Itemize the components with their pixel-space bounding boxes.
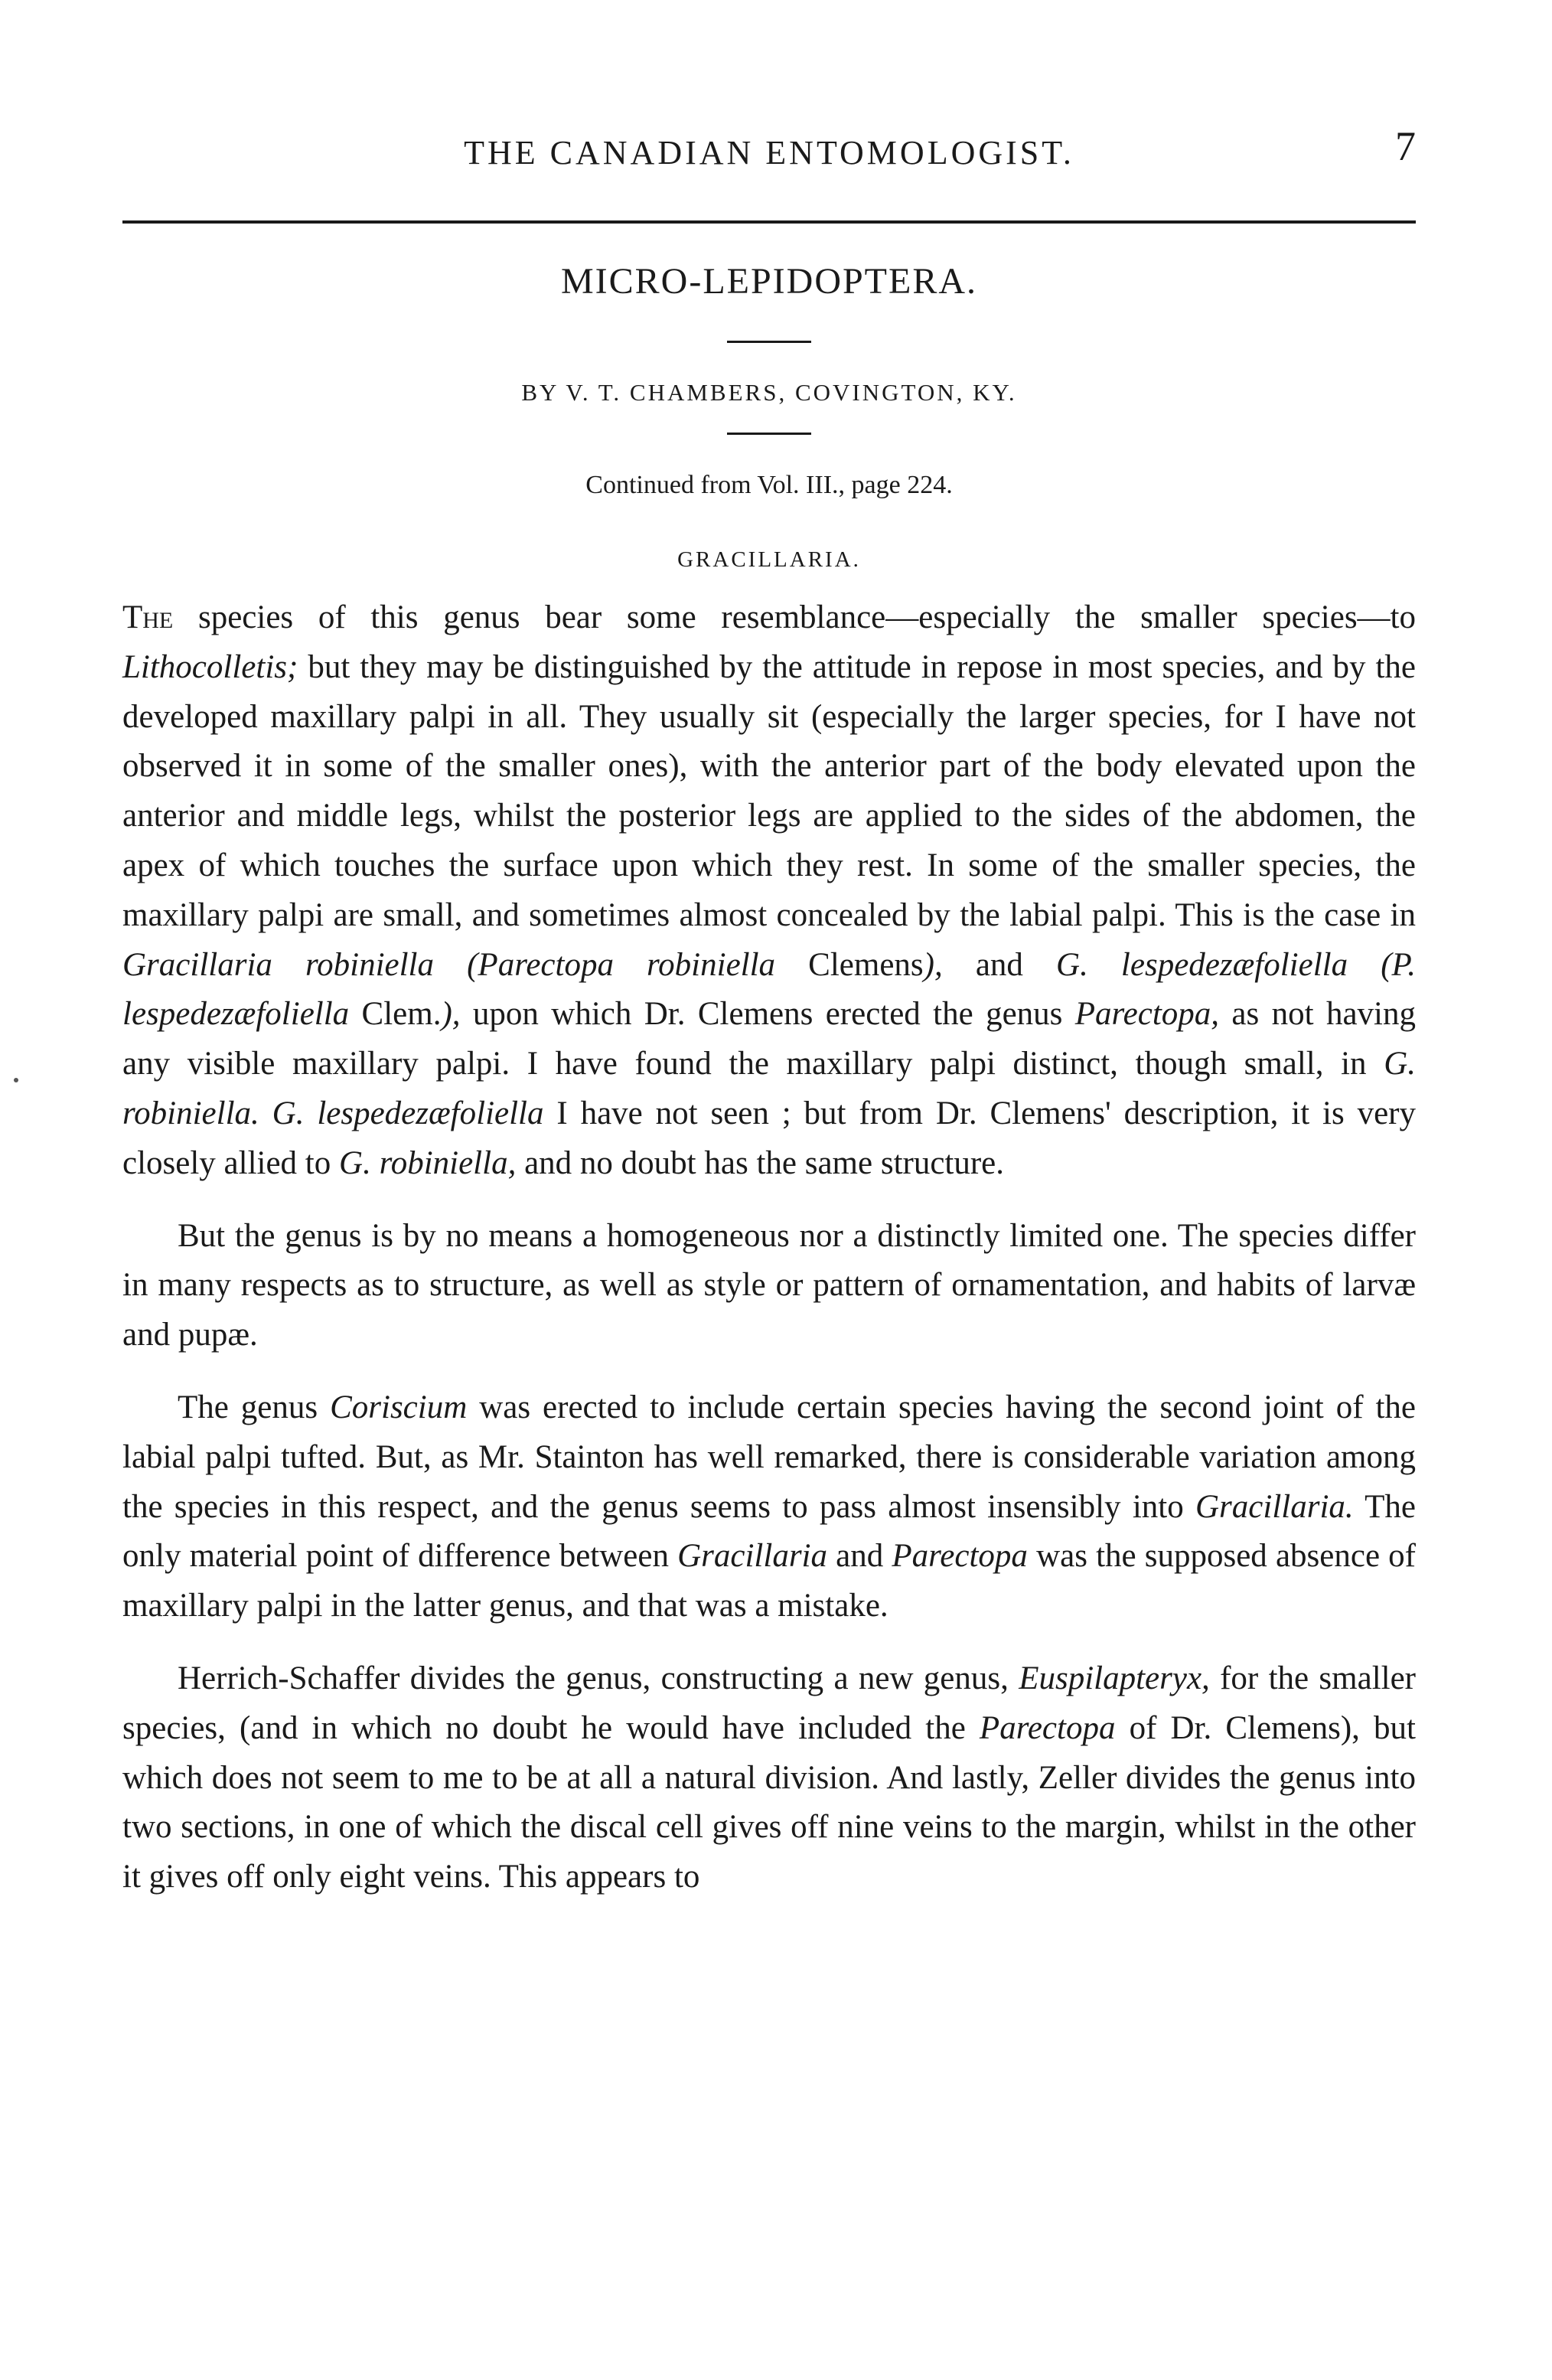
text-run: was erected to include certain species having the second joint of the labial palpi tufted. But, as Mr. Stainton has well remarked, there is considerable variation among the species in this respect, and the genus seems to pass almost insensibly into bbox=[122, 1389, 1416, 1525]
italic-run: Gracillaria bbox=[677, 1538, 828, 1575]
document-page bbox=[122, 115, 1416, 1895]
italic-run: Coriscium bbox=[330, 1389, 468, 1425]
header-rule bbox=[122, 220, 1416, 224]
text-run: The only material point of difference between bbox=[122, 1488, 1416, 1575]
italic-run: G. lespedezæfoliella (P. lespedezæfoliella bbox=[122, 946, 1416, 1033]
italic-run: Lithocolletis; bbox=[122, 648, 298, 685]
italic-run: G. robiniella. G. lespedezæfoliella bbox=[122, 1046, 1416, 1131]
byline-rule bbox=[727, 433, 811, 435]
italic-run: Gracillaria. bbox=[1195, 1488, 1354, 1525]
text-run: was the supposed absence of maxillary palpi in the latter genus, and that was a mistake. bbox=[122, 1538, 1416, 1624]
running-head bbox=[122, 115, 1416, 176]
text-run: as not having any visible maxillary palpi. I have found the maxillary palpi distinct, though small, in bbox=[122, 996, 1416, 1082]
italic-run: Gracillaria robiniella (Parectopa robiniella bbox=[122, 946, 776, 983]
body-paragraph bbox=[122, 1383, 1416, 1631]
text-run: Clem. bbox=[349, 996, 442, 1033]
text-run: for the smaller species, (and in which no doubt he would have included the bbox=[122, 1660, 1416, 1746]
smallcaps-run: The bbox=[122, 599, 174, 635]
text-run: and no doubt has the same structure. bbox=[516, 1144, 1005, 1181]
text-run: But the genus is by no means a homogeneous nor a distinctly limited one. The species differ in many respects as to structure, as well as style or pattern of ornamentation, and habits of larvæ and pupæ. bbox=[122, 1217, 1416, 1353]
section-heading: GRACILLARIA. bbox=[677, 547, 861, 572]
article-title: MICRO-LEPIDOPTERA. bbox=[560, 261, 977, 302]
italic-run: Parectopa, bbox=[1074, 996, 1220, 1033]
running-title: THE CANADIAN ENTOMOLOGIST. bbox=[464, 134, 1074, 171]
body-paragraph bbox=[122, 1212, 1416, 1360]
byline: BY V. T. CHAMBERS, COVINGTON, KY. bbox=[521, 379, 1017, 406]
text-run: upon which Dr. Clemens erected the genus bbox=[460, 996, 1075, 1033]
italic-run: Euspilapteryx, bbox=[1019, 1660, 1210, 1696]
text-run: but they may be distinguished by the attitude in repose in most species, and by the developed maxillary palpi in all. They usually sit (especially the larger species, for I have not observed it in some of the smaller ones), with the anterior part of the body elevated upon the anterior and middle legs, whilst the posterior legs are applied to the sides of the abdomen, the apex of which touches the surface upon which they rest. In some of the smaller species, the maxillary palpi are small, and sometimes almost concealed by the labial palpi. This is the case in bbox=[122, 648, 1416, 933]
text-run: I have not seen ; but from Dr. Clemens' description, it is very closely allied to bbox=[122, 1095, 1416, 1181]
text-run: Clemens bbox=[775, 946, 924, 983]
continued-note: Continued from Vol. III., page 224. bbox=[585, 471, 953, 499]
text-run: species of this genus bear some resemblance—especially the smaller species—to bbox=[173, 599, 1416, 635]
text-run: and bbox=[827, 1538, 892, 1575]
text-run: Herrich-Schaffer divides the genus, constructing a new genus, bbox=[178, 1660, 1019, 1696]
italic-run: ), bbox=[441, 996, 461, 1033]
margin-speck bbox=[14, 1078, 18, 1082]
text-run: and bbox=[942, 946, 1057, 983]
page-number: 7 bbox=[1395, 123, 1416, 169]
italic-run: G. robiniella, bbox=[339, 1144, 517, 1181]
italic-run: Parectopa bbox=[892, 1538, 1028, 1575]
italic-run: ), bbox=[923, 946, 943, 983]
text-run: The genus bbox=[178, 1389, 331, 1425]
body-paragraph bbox=[122, 1654, 1416, 1902]
text-run: of Dr. Clemens), but which does not seem to me to be at all a natural division. And lastly, Zeller divides the genus into two sections, in one of which the discal cell gives off nine veins to the margin, whilst in the other it gives off only eight veins. This appears to bbox=[122, 1709, 1416, 1895]
body-paragraph bbox=[122, 593, 1416, 1189]
italic-run: Parectopa bbox=[979, 1709, 1116, 1746]
body-text bbox=[122, 593, 1416, 1925]
title-rule bbox=[727, 341, 811, 343]
